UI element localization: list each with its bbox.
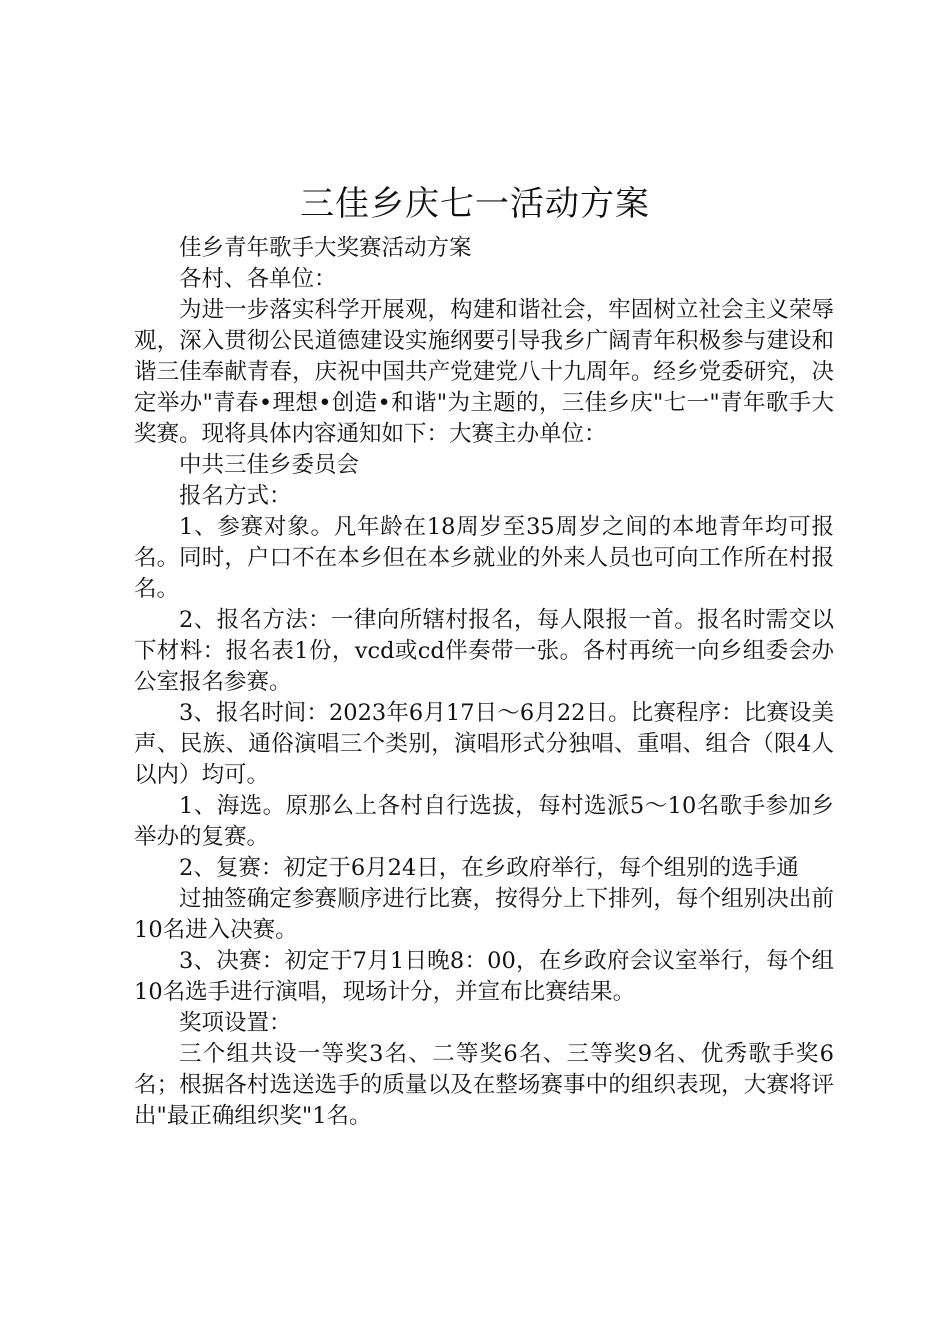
final-paragraph: 3、决赛：初定于7月1日晚8：00，在乡政府会议室举行，每个组10名选手进行演唱，现场计分，并宣布比赛结果。 [134,948,834,1005]
document-body [134,233,834,1132]
method-paragraph: 2、报名方法：一律向所辖村报名，每人限报一首。报名时需交以下材料：报名表1份，vcd或cd伴奏带一张。各村再统一向乡组委会办公室报名参赛。 [134,607,834,695]
intro-paragraph: 为进一步落实科学开展观，构建和谐社会，牢固树立社会主义荣辱观，深入贯彻公民道德建设实施纲要引导我乡广阔青年积极参与建设和谐三佳奉献青春，庆祝中国共产党建党八十九周年。经乡党委研究，决定举办"青春•理想•创造•和谐"为主题的，三佳乡庆"七一"青年歌手大奖赛。现将具体内容通知如下：大赛主办单位： [134,297,834,447]
salutation-paragraph: 各村、各单位： [179,266,337,292]
time-paragraph: 3、报名时间：2023年6月17日～6月22日。比赛程序：比赛设美声、民族、通俗演唱三个类别，演唱形式分独唱、重唱、组合（限4人以内）均可。 [134,700,834,788]
document-title: 三佳乡庆七一活动方案 [300,184,650,224]
awards-paragraph: 三个组共设一等奖3名、二等奖6名、三等奖9名、优秀歌手奖6名；根据各村选送选手的质量以及在整场赛事中的组织表现，大赛将评出"最正确组织奖"1名。 [134,1041,834,1129]
organizer-paragraph: 中共三佳乡委员会 [179,452,360,478]
subtitle-paragraph: 佳乡青年歌手大奖赛活动方案 [179,235,472,261]
semifinal-paragraph: 2、复赛：初定于6月24日，在乡政府举行，每个组别的选手通 [179,855,799,881]
awards-heading: 奖项设置： [179,1010,292,1036]
semifinal-continued-paragraph: 过抽签确定参赛顺序进行比赛，按得分上下排列，每个组别决出前10名进入决赛。 [134,886,834,943]
eligibility-paragraph: 1、参赛对象。凡年龄在18周岁至35周岁之间的本地青年均可报名。同时，户口不在本乡但在本乡就业的外来人员也可向工作所在村报名。 [134,514,834,602]
registration-heading: 报名方式： [179,483,292,509]
audition-paragraph: 1、海选。原那么上各村自行选拔，每村选派5～10名歌手参加乡举办的复赛。 [134,793,834,850]
